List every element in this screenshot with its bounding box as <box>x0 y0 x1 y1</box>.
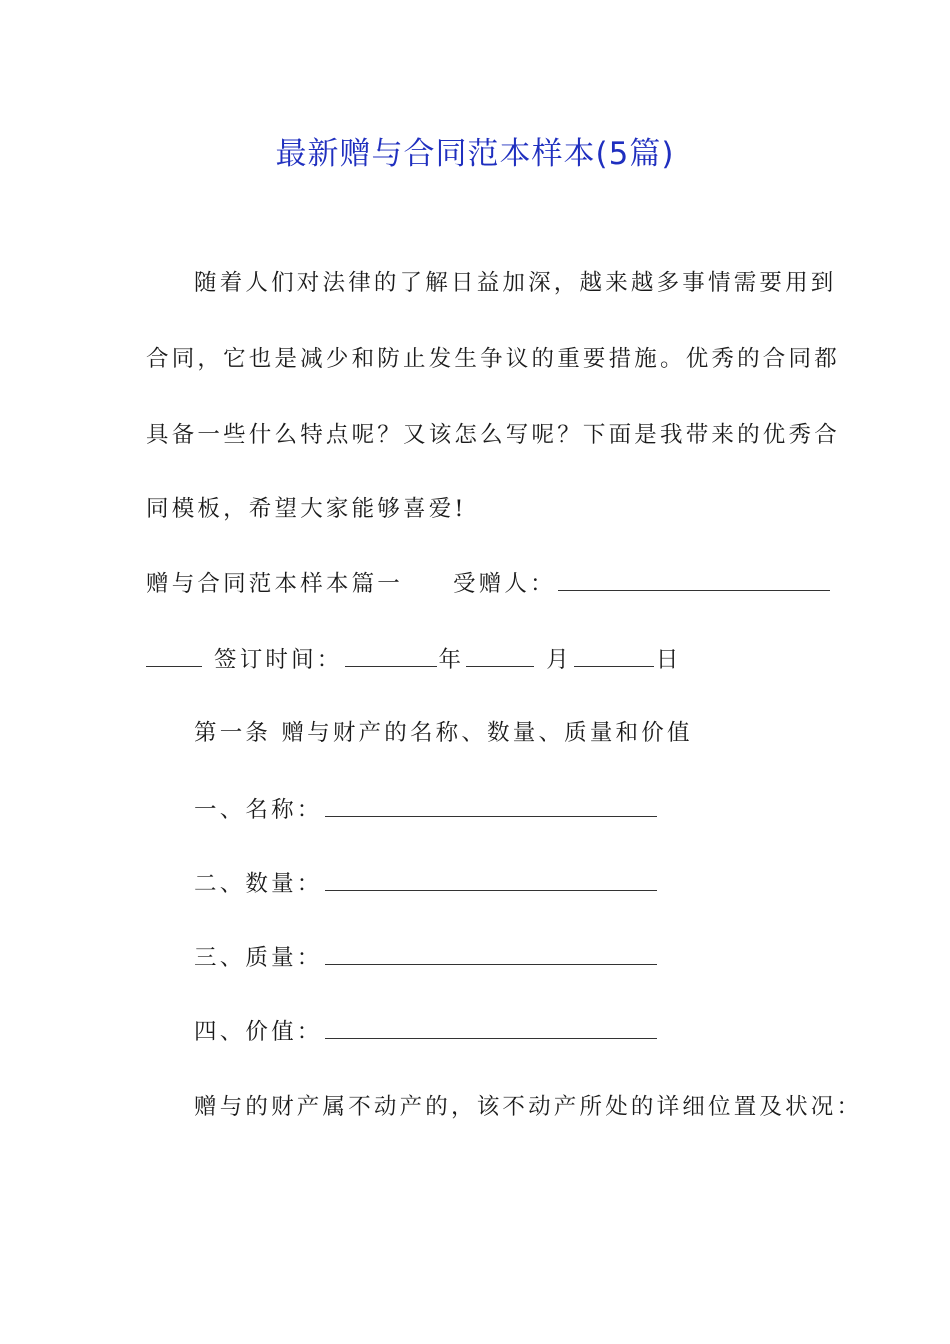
article-1: 第一条 赠与财产的名称、数量、质量和价值 <box>194 720 693 746</box>
intro-line-4: 同模板，希望大家能够喜爱! <box>146 496 467 522</box>
item-value-row <box>194 1016 659 1047</box>
item-quality-label: 三、质量： <box>194 945 323 971</box>
item-value-blank <box>325 1016 657 1039</box>
donee-label: 受赠人： <box>453 571 556 597</box>
item-name-label: 一、名称： <box>194 797 323 823</box>
document-title: 最新赠与合同范本样本(5篇) <box>275 136 675 172</box>
year-label: 年 <box>438 647 465 673</box>
item-name-blank <box>325 794 657 817</box>
signing-time-label: 签订时间： <box>214 647 343 673</box>
intro-line-2: 合同，它也是减少和防止发生争议的重要措施。优秀的合同都 <box>146 346 840 372</box>
signing-time-row <box>146 644 682 675</box>
intro-line-1: 随着人们对法律的了解日益加深，越来越多事情需要用到 <box>194 270 837 296</box>
item-quality-blank <box>325 942 657 965</box>
item-quantity-row <box>194 868 659 899</box>
month-blank <box>466 644 534 667</box>
contract-heading: 赠与合同范本样本篇一 <box>146 571 404 597</box>
month-label: 月 <box>546 647 572 673</box>
day-blank <box>574 644 654 667</box>
contract-heading-row <box>146 568 832 599</box>
item-quantity-label: 二、数量： <box>194 871 323 897</box>
intro-line-3: 具备一些什么特点呢？又该怎么写呢？下面是我带来的优秀合 <box>146 422 840 448</box>
item-quality-row <box>194 942 659 973</box>
donee-blank-continued <box>146 644 202 667</box>
year-blank <box>345 644 437 667</box>
day-label: 日 <box>655 647 682 673</box>
item-value-label: 四、价值： <box>194 1019 323 1045</box>
item-name-row <box>194 794 659 825</box>
real-estate-clause: 赠与的财产属不动产的，该不动产所处的详细位置及状况： <box>194 1094 863 1120</box>
item-quantity-blank <box>325 868 657 891</box>
donee-blank <box>558 568 830 591</box>
